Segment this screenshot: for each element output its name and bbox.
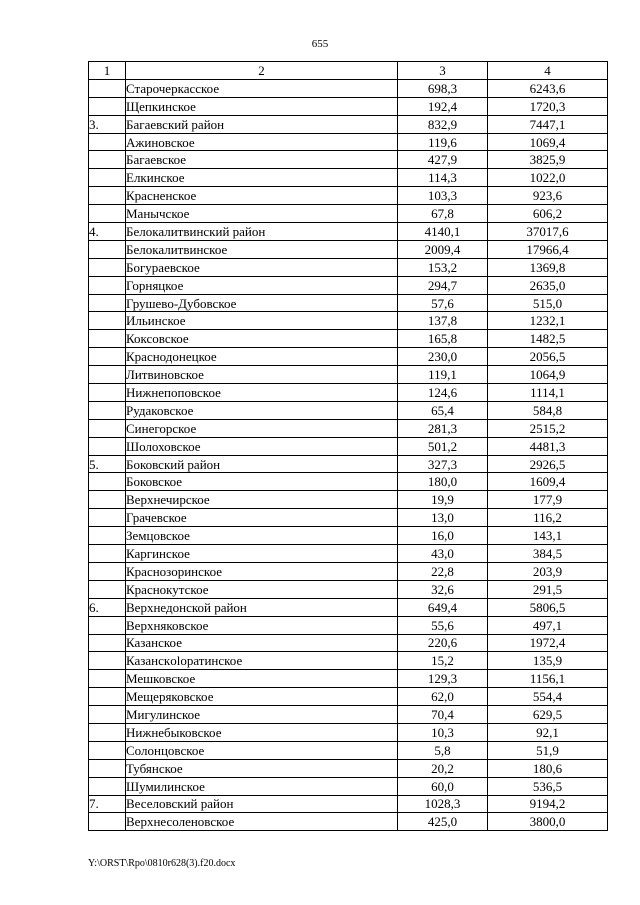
row-index-cell [89,133,126,151]
table-row [89,258,608,276]
row-index-cell [89,580,126,598]
table-row [89,634,608,652]
row-value-col3-cell: 427,9 [398,151,488,169]
row-name-cell: Казанское [126,634,398,652]
row-value-col3-cell: 2009,4 [398,240,488,258]
row-value-col4-cell: 37017,6 [488,223,608,241]
row-name-cell: Нижнепоповское [126,384,398,402]
row-value-col3-cell: 180,0 [398,473,488,491]
row-value-col3-cell: 192,4 [398,97,488,115]
row-value-col3-cell: 220,6 [398,634,488,652]
row-value-col4-cell: 1156,1 [488,670,608,688]
table-row [89,598,608,616]
row-index-cell [89,401,126,419]
row-value-col4-cell: 629,5 [488,706,608,724]
row-value-col3-cell: 103,3 [398,187,488,205]
row-value-col3-cell: 230,0 [398,348,488,366]
row-name-cell: Елкинское [126,169,398,187]
row-value-col3-cell: 60,0 [398,777,488,795]
footer-file-path: Y:\ORST\Rpo\0810r628(3).f20.docx [88,858,236,869]
row-name-cell: Шумилинское [126,777,398,795]
row-value-col4-cell: 3800,0 [488,813,608,831]
row-name-cell: Литвиновское [126,366,398,384]
row-name-cell: Казанскolopатинское [126,652,398,670]
table-row [89,401,608,419]
row-value-col3-cell: 501,2 [398,437,488,455]
row-value-col3-cell: 67,8 [398,205,488,223]
row-index-cell [89,419,126,437]
table-row [89,348,608,366]
row-value-col3-cell: 57,6 [398,294,488,312]
row-value-col3-cell: 425,0 [398,813,488,831]
row-value-col3-cell: 5,8 [398,741,488,759]
row-value-col3-cell: 649,4 [398,598,488,616]
row-index-cell: 3. [89,115,126,133]
row-index-cell: 7. [89,795,126,813]
row-index-cell [89,670,126,688]
row-index-cell: 5. [89,455,126,473]
row-name-cell: Верхнедонской район [126,598,398,616]
table-row [89,330,608,348]
row-index-cell: 6. [89,598,126,616]
row-index-cell [89,240,126,258]
row-value-col3-cell: 4140,1 [398,223,488,241]
row-value-col3-cell: 13,0 [398,509,488,527]
row-value-col4-cell: 1369,8 [488,258,608,276]
row-index-cell [89,688,126,706]
row-index-cell [89,366,126,384]
row-name-cell: Багаевский район [126,115,398,133]
row-index-cell [89,562,126,580]
header-cell-1: 1 [89,62,126,80]
row-index-cell [89,509,126,527]
row-value-col4-cell: 135,9 [488,652,608,670]
header-cell-4: 4 [488,62,608,80]
table-row [89,97,608,115]
table-row [89,545,608,563]
table-row [89,419,608,437]
row-index-cell: 4. [89,223,126,241]
row-value-col3-cell: 294,7 [398,276,488,294]
row-name-cell: Шолоховское [126,437,398,455]
row-value-col4-cell: 3825,9 [488,151,608,169]
row-index-cell [89,205,126,223]
row-value-col3-cell: 832,9 [398,115,488,133]
row-value-col4-cell: 9194,2 [488,795,608,813]
table-row [89,777,608,795]
row-value-col4-cell: 116,2 [488,509,608,527]
row-name-cell: Щепкинское [126,97,398,115]
row-value-col4-cell: 291,5 [488,580,608,598]
table-row [89,759,608,777]
table-row [89,115,608,133]
header-cell-3: 3 [398,62,488,80]
table-row [89,437,608,455]
table-row [89,652,608,670]
row-index-cell [89,437,126,455]
row-value-col3-cell: 327,3 [398,455,488,473]
table-row [89,509,608,527]
row-value-col4-cell: 606,2 [488,205,608,223]
row-index-cell [89,652,126,670]
row-value-col4-cell: 536,5 [488,777,608,795]
table-row [89,169,608,187]
row-value-col4-cell: 6243,6 [488,79,608,97]
row-name-cell: Краснодонецкое [126,348,398,366]
row-value-col4-cell: 497,1 [488,616,608,634]
row-value-col4-cell: 923,6 [488,187,608,205]
row-name-cell: Земцовское [126,527,398,545]
table-row [89,562,608,580]
row-value-col4-cell: 1972,4 [488,634,608,652]
table-body [89,62,608,831]
table-header-row [89,62,608,80]
table-row [89,366,608,384]
table-row [89,384,608,402]
row-value-col3-cell: 10,3 [398,723,488,741]
row-name-cell: Грачевское [126,509,398,527]
table-row [89,670,608,688]
table-row [89,813,608,831]
table-row [89,294,608,312]
row-index-cell [89,759,126,777]
row-index-cell [89,348,126,366]
row-name-cell: Каргинское [126,545,398,563]
row-name-cell: Веселовский район [126,795,398,813]
row-value-col3-cell: 281,3 [398,419,488,437]
row-name-cell: Верхнесоленовское [126,813,398,831]
row-value-col4-cell: 5806,5 [488,598,608,616]
row-value-col4-cell: 554,4 [488,688,608,706]
row-value-col4-cell: 17966,4 [488,240,608,258]
row-value-col3-cell: 65,4 [398,401,488,419]
row-value-col4-cell: 1022,0 [488,169,608,187]
row-name-cell: Белокалитвинское [126,240,398,258]
row-value-col3-cell: 70,4 [398,706,488,724]
row-value-col4-cell: 2926,5 [488,455,608,473]
table-row [89,616,608,634]
row-index-cell [89,151,126,169]
row-value-col4-cell: 1069,4 [488,133,608,151]
row-index-cell [89,294,126,312]
row-value-col4-cell: 143,1 [488,527,608,545]
page-number: 655 [311,38,329,50]
row-value-col3-cell: 16,0 [398,527,488,545]
row-value-col3-cell: 129,3 [398,670,488,688]
row-value-col3-cell: 119,6 [398,133,488,151]
row-value-col4-cell: 180,6 [488,759,608,777]
row-name-cell: Грушево-Дубовское [126,294,398,312]
row-name-cell: Нижнебыковское [126,723,398,741]
row-value-col3-cell: 20,2 [398,759,488,777]
row-value-col4-cell: 4481,3 [488,437,608,455]
row-name-cell: Мещеряковское [126,688,398,706]
row-name-cell: Солонцовское [126,741,398,759]
row-index-cell [89,723,126,741]
row-name-cell: Коксовское [126,330,398,348]
row-value-col3-cell: 32,6 [398,580,488,598]
row-value-col4-cell: 92,1 [488,723,608,741]
row-value-col3-cell: 165,8 [398,330,488,348]
row-index-cell [89,79,126,97]
row-name-cell: Боковское [126,473,398,491]
row-value-col4-cell: 1720,3 [488,97,608,115]
table-row [89,473,608,491]
row-index-cell [89,384,126,402]
table-row [89,133,608,151]
row-value-col4-cell: 584,8 [488,401,608,419]
row-index-cell [89,473,126,491]
row-name-cell: Багаевское [126,151,398,169]
row-index-cell [89,706,126,724]
table-row [89,240,608,258]
row-value-col4-cell: 1609,4 [488,473,608,491]
row-index-cell [89,330,126,348]
table-row [89,706,608,724]
table-row [89,205,608,223]
row-name-cell: Ильинское [126,312,398,330]
row-value-col3-cell: 22,8 [398,562,488,580]
header-cell-2: 2 [126,62,398,80]
row-value-col3-cell: 15,2 [398,652,488,670]
table-row [89,580,608,598]
table-row [89,741,608,759]
row-name-cell: Ажиновское [126,133,398,151]
row-value-col4-cell: 1114,1 [488,384,608,402]
row-name-cell: Старочеркасское [126,79,398,97]
table-row [89,688,608,706]
row-value-col3-cell: 43,0 [398,545,488,563]
row-value-col3-cell: 55,6 [398,616,488,634]
row-index-cell [89,741,126,759]
row-index-cell [89,616,126,634]
row-value-col3-cell: 698,3 [398,79,488,97]
row-value-col4-cell: 2056,5 [488,348,608,366]
row-value-col3-cell: 114,3 [398,169,488,187]
row-index-cell [89,545,126,563]
table-row [89,723,608,741]
row-index-cell [89,491,126,509]
row-index-cell [89,312,126,330]
row-value-col4-cell: 177,9 [488,491,608,509]
row-name-cell: Богураевское [126,258,398,276]
row-name-cell: Синегорское [126,419,398,437]
row-value-col4-cell: 2515,2 [488,419,608,437]
row-value-col3-cell: 153,2 [398,258,488,276]
row-name-cell: Манычское [126,205,398,223]
table-row [89,795,608,813]
row-name-cell: Верхнечирское [126,491,398,509]
row-name-cell: Белокалитвинский район [126,223,398,241]
row-value-col3-cell: 62,0 [398,688,488,706]
row-value-col4-cell: 1232,1 [488,312,608,330]
row-name-cell: Мигулинское [126,706,398,724]
row-value-col4-cell: 203,9 [488,562,608,580]
row-value-col4-cell: 1482,5 [488,330,608,348]
row-value-col3-cell: 137,8 [398,312,488,330]
row-index-cell [89,777,126,795]
row-index-cell [89,527,126,545]
row-name-cell: Рудаковское [126,401,398,419]
row-index-cell [89,258,126,276]
table-row [89,151,608,169]
row-name-cell: Краснозоринское [126,562,398,580]
row-value-col4-cell: 51,9 [488,741,608,759]
row-name-cell: Боковский район [126,455,398,473]
table-row [89,527,608,545]
row-index-cell [89,169,126,187]
row-name-cell: Тубянское [126,759,398,777]
row-value-col3-cell: 19,9 [398,491,488,509]
row-index-cell [89,813,126,831]
table-row [89,491,608,509]
table-row [89,276,608,294]
row-index-cell [89,187,126,205]
table-row [89,312,608,330]
row-name-cell: Краснокутское [126,580,398,598]
data-table [88,61,608,831]
table-row [89,187,608,205]
row-index-cell [89,276,126,294]
table-row [89,455,608,473]
row-name-cell: Горняцкое [126,276,398,294]
row-value-col4-cell: 515,0 [488,294,608,312]
row-index-cell [89,634,126,652]
row-value-col3-cell: 124,6 [398,384,488,402]
row-value-col4-cell: 1064,9 [488,366,608,384]
row-index-cell [89,97,126,115]
table-row [89,223,608,241]
table-row [89,79,608,97]
row-value-col3-cell: 119,1 [398,366,488,384]
row-value-col4-cell: 2635,0 [488,276,608,294]
row-name-cell: Красненское [126,187,398,205]
row-value-col4-cell: 384,5 [488,545,608,563]
row-value-col4-cell: 7447,1 [488,115,608,133]
row-name-cell: Верхняковское [126,616,398,634]
row-value-col3-cell: 1028,3 [398,795,488,813]
row-name-cell: Мешковское [126,670,398,688]
